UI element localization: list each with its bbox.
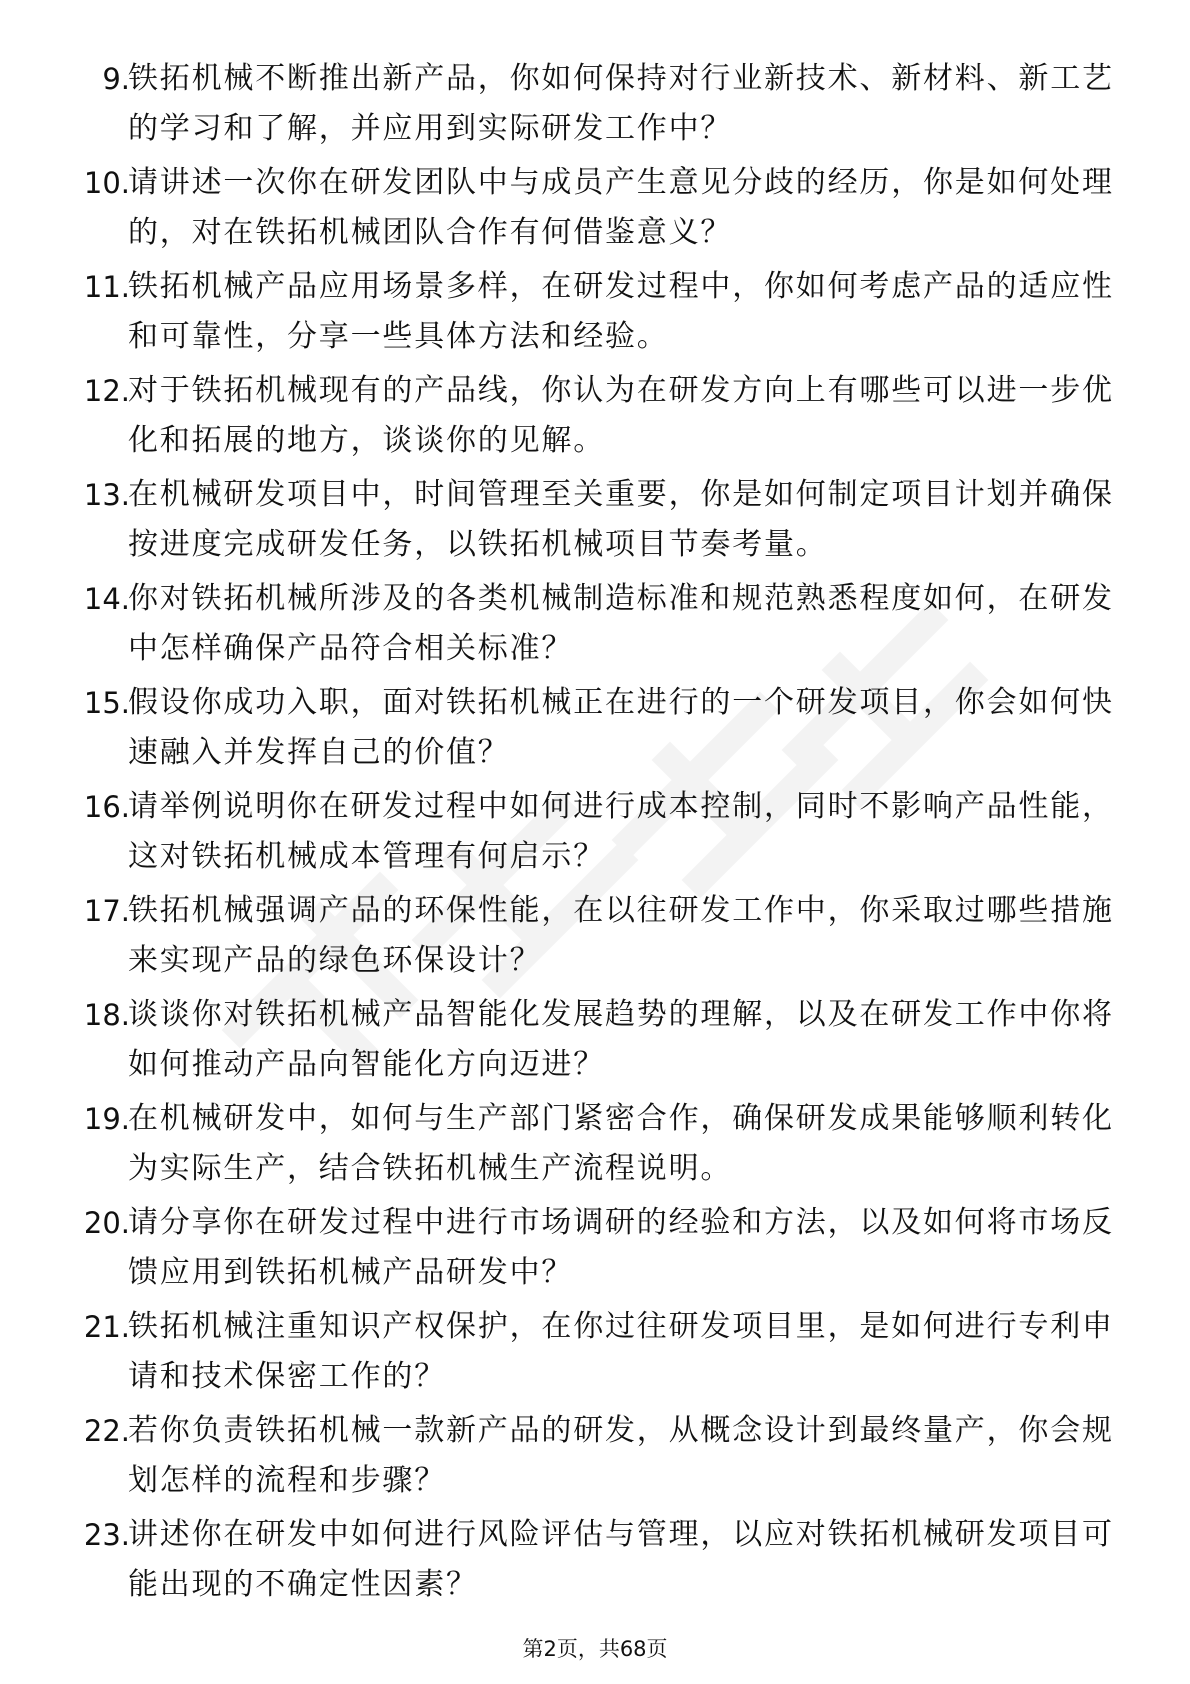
question-item: [0, 1088, 1190, 1192]
question-item: [0, 568, 1190, 672]
question-item: [0, 984, 1190, 1088]
question-number: 14.: [83, 582, 130, 616]
question-text: 请举例说明你在研发过程中如何进行成本控制，同时不影响产品性能，这对铁拓机械成本管理有何启示？: [128, 789, 1114, 874]
question-number: 12.: [83, 374, 130, 408]
question-text: 讲述你在研发中如何进行风险评估与管理，以应对铁拓机械研发项目可能出现的不确定性因素？: [128, 1517, 1114, 1602]
question-number: 21.: [83, 1310, 130, 1344]
question-text: 铁拓机械产品应用场景多样，在研发过程中，你如何考虑产品的适应性和可靠性，分享一些具体方法和经验。: [128, 269, 1114, 354]
question-item: [0, 256, 1190, 360]
question-item: [0, 776, 1190, 880]
question-text: 在机械研发项目中，时间管理至关重要，你是如何制定项目计划并确保按进度完成研发任务，以铁拓机械项目节奏考量。: [128, 477, 1114, 562]
question-text: 请分享你在研发过程中进行市场调研的经验和方法，以及如何将市场反馈应用到铁拓机械产品研发中？: [128, 1205, 1114, 1290]
page-number: 第2页，共68页: [522, 1637, 668, 1661]
question-text: 在机械研发中，如何与生产部门紧密合作，确保研发成果能够顺利转化为实际生产，结合铁拓机械生产流程说明。: [128, 1101, 1114, 1186]
question-item: [0, 1192, 1190, 1296]
question-number: 19.: [83, 1102, 130, 1136]
question-number: 13.: [83, 478, 130, 512]
question-text: 请讲述一次你在研发团队中与成员产生意见分歧的经历，你是如何处理的，对在铁拓机械团队合作有何借鉴意义？: [128, 165, 1114, 250]
question-text: 假设你成功入职，面对铁拓机械正在进行的一个研发项目，你会如何快速融入并发挥自己的价值？: [128, 685, 1114, 770]
question-number: 17.: [83, 894, 130, 928]
question-text: 铁拓机械注重知识产权保护，在你过往研发项目里，是如何进行专利申请和技术保密工作的？: [128, 1309, 1114, 1394]
question-item: [0, 672, 1190, 776]
question-number: 23.: [83, 1518, 130, 1552]
question-list: [0, 48, 1190, 1608]
question-item: [0, 1400, 1190, 1504]
question-item: [0, 48, 1190, 152]
question-number: 9.: [102, 62, 130, 96]
question-text: 若你负责铁拓机械一款新产品的研发，从概念设计到最终量产，你会规划怎样的流程和步骤？: [128, 1413, 1114, 1498]
question-item: [0, 152, 1190, 256]
question-item: [0, 1296, 1190, 1400]
question-number: 15.: [83, 686, 130, 720]
question-number: 22.: [83, 1414, 130, 1448]
question-text: 谈谈你对铁拓机械产品智能化发展趋势的理解，以及在研发工作中你将如何推动产品向智能化方向迈进？: [128, 997, 1114, 1082]
question-text: 铁拓机械强调产品的环保性能，在以往研发工作中，你采取过哪些措施来实现产品的绿色环保设计？: [128, 893, 1114, 978]
question-number: 11.: [83, 270, 130, 304]
question-number: 16.: [83, 790, 130, 824]
question-text: 你对铁拓机械所涉及的各类机械制造标准和规范熟悉程度如何，在研发中怎样确保产品符合相关标准？: [128, 581, 1114, 666]
question-text: 对于铁拓机械现有的产品线，你认为在研发方向上有哪些可以进一步优化和拓展的地方，谈谈你的见解。: [128, 373, 1114, 458]
question-number: 18.: [83, 998, 130, 1032]
question-number: 20.: [83, 1206, 130, 1240]
question-item: [0, 464, 1190, 568]
question-item: [0, 360, 1190, 464]
question-text: 铁拓机械不断推出新产品，你如何保持对行业新技术、新材料、新工艺的学习和了解，并应用到实际研发工作中？: [128, 61, 1114, 146]
question-number: 10.: [83, 166, 130, 200]
question-item: [0, 1504, 1190, 1608]
question-item: [0, 880, 1190, 984]
